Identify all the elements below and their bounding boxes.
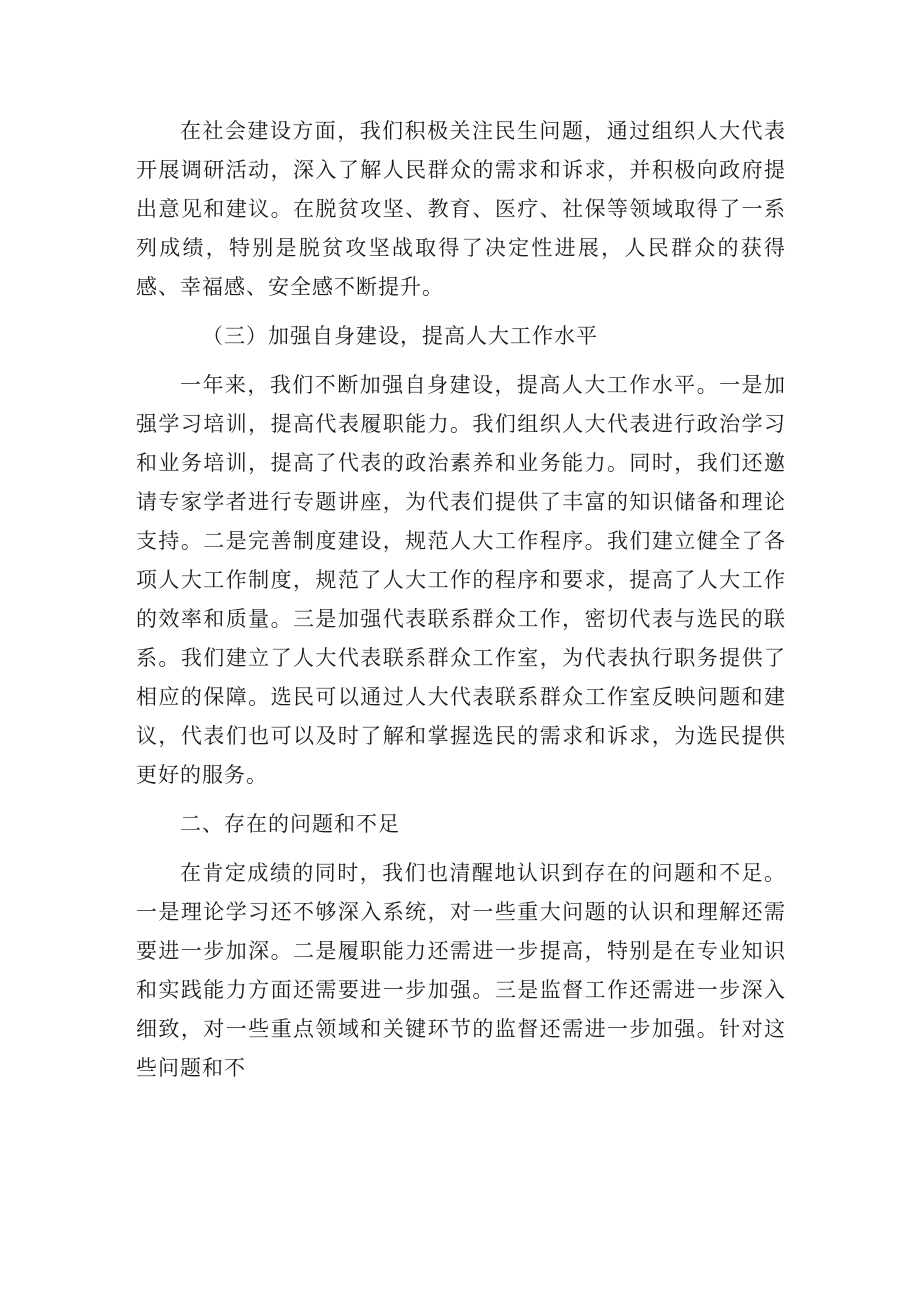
paragraph-social-construction: 在社会建设方面，我们积极关注民生问题，通过组织人大代表开展调研活动，深入了解人民群众的需求和诉求，并积极向政府提出意见和建议。在脱贫攻坚、教育、医疗、社保等领域取得了一系列成绩，特别是脱贫攻坚战取得了决定性进展，人民群众的获得感、幸福感、安全感不断提升。 [136, 119, 786, 299]
document-body [136, 112, 786, 1088]
paragraph-self-building: 一年来，我们不断加强自身建设，提高人大工作水平。一是加强学习培训，提高代表履职能力。我们组织人大代表进行政治学习和业务培训，提高了代表的政治素养和业务能力。同时，我们还邀请专家学者进行专题讲座，为代表们提供了丰富的知识储备和理论支持。二是完善制度建设，规范人大工作程序。我们建立健全了各项人大工作制度，规范了人大工作的程序和要求，提高了人大工作的效率和质量。三是加强代表联系群众工作，密切代表与选民的联系。我们建立了人大代表联系群众工作室，为代表执行职务提供了相应的保障。选民可以通过人大代表联系群众工作室反映问题和建议，代表们也可以及时了解和掌握选民的需求和诉求，为选民提供更好的服务。 [136, 373, 786, 787]
paragraph-problems: 在肯定成绩的同时，我们也清醒地认识到存在的问题和不足。一是理论学习还不够深入系统，对一些重大问题的认识和理解还需要进一步加深。二是履职能力还需进一步提高，特别是在专业知识和实践能力方面还需要进一步加强。三是监督工作还需进一步深入细致，对一些重点领域和关键环节的监督还需进一步加强。针对这些问题和不 [136, 861, 786, 1080]
subheading-self-building: （三）加强自身建设，提高人大工作水平 [202, 324, 598, 348]
section-heading-problems: 二、存在的问题和不足 [180, 812, 400, 836]
